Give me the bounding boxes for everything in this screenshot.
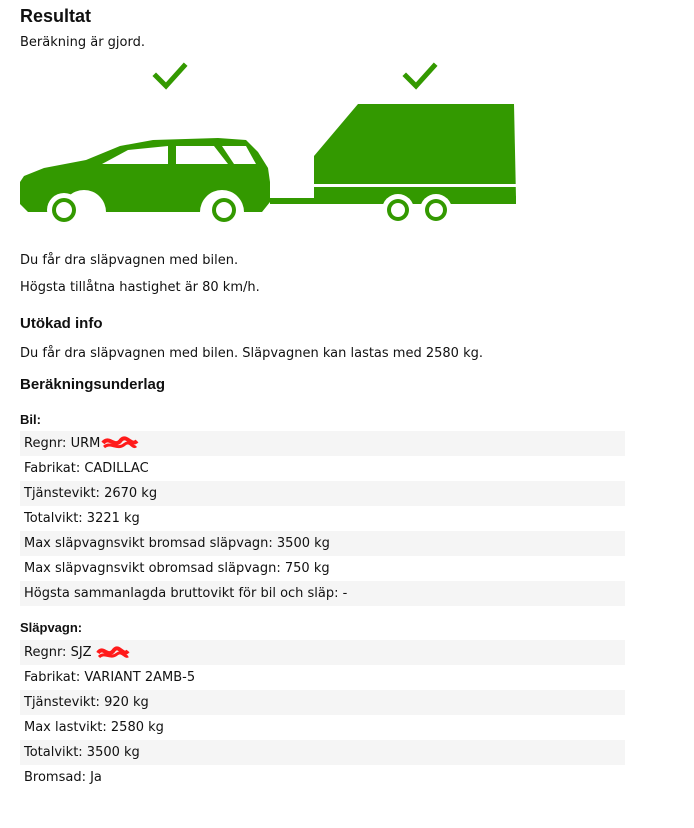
car-group-label: Bil: (20, 412, 41, 427)
trailer-tjanstevikt: Tjänstevikt: 920 kg (24, 695, 149, 710)
trailer-braked: Bromsad: Ja (24, 770, 102, 785)
car-max-braked: Max släpvagnsvikt bromsad släpvagn: 3500 kg (24, 536, 330, 551)
car-totalvikt-row (20, 506, 625, 531)
trailer-totalvikt: Totalvikt: 3500 kg (24, 745, 140, 760)
trailer-braked-row (20, 765, 625, 790)
max-speed-message: Högsta tillåtna hastighet är 80 km/h. (20, 280, 260, 295)
extended-info-text: Du får dra släpvagnen med bilen. Släpvagnen kan lastas med 2580 kg. (20, 346, 483, 361)
tow-bar (270, 198, 316, 204)
trailer-group-label: Släpvagn: (20, 620, 83, 635)
trailer-details-list (20, 640, 625, 790)
trailer-regnr-row (20, 640, 625, 665)
car-max-combined-row (20, 581, 625, 606)
car-tjanstevikt: Tjänstevikt: 2670 kg (24, 486, 158, 501)
trailer-regnr: Regnr: SJZ (24, 645, 92, 660)
trailer-fabrikat: Fabrikat: VARIANT 2AMB-5 (24, 670, 196, 685)
trailer-icon (310, 104, 520, 226)
trailer-totalvikt-row (20, 740, 625, 765)
car-icon (20, 138, 270, 227)
car-max-braked-row (20, 531, 625, 556)
redaction-mark (101, 431, 139, 456)
trailer-max-load: Max lastvikt: 2580 kg (24, 720, 164, 735)
calculation-basis-heading: Beräkningsunderlag (20, 376, 166, 393)
checkmark-icon (156, 66, 184, 86)
car-tjanstevikt-row (20, 481, 625, 506)
redaction-mark (96, 640, 130, 665)
car-max-unbraked-row (20, 556, 625, 581)
car-max-combined: Högsta sammanlagda bruttovikt för bil och släp: - (24, 586, 348, 601)
result-title: Resultat (20, 6, 92, 26)
trailer-tjanstevikt-row (20, 690, 625, 715)
checkmark-icon (406, 66, 434, 86)
car-max-unbraked: Max släpvagnsvikt obromsad släpvagn: 750 kg (24, 561, 330, 576)
extended-info-heading: Utökad info (20, 315, 103, 332)
car-trailer-illustration (18, 60, 528, 230)
result-subtitle: Beräkning är gjord. (20, 35, 145, 50)
trailer-fabrikat-row (20, 665, 625, 690)
trailer-max-load-row (20, 715, 625, 740)
car-regnr-row (20, 431, 625, 456)
car-fabrikat-row (20, 456, 625, 481)
allowed-message: Du får dra släpvagnen med bilen. (20, 253, 239, 268)
car-fabrikat: Fabrikat: CADILLAC (24, 461, 149, 476)
car-regnr: Regnr: URM (24, 436, 101, 451)
car-totalvikt: Totalvikt: 3221 kg (24, 511, 140, 526)
car-details-list (20, 431, 625, 606)
